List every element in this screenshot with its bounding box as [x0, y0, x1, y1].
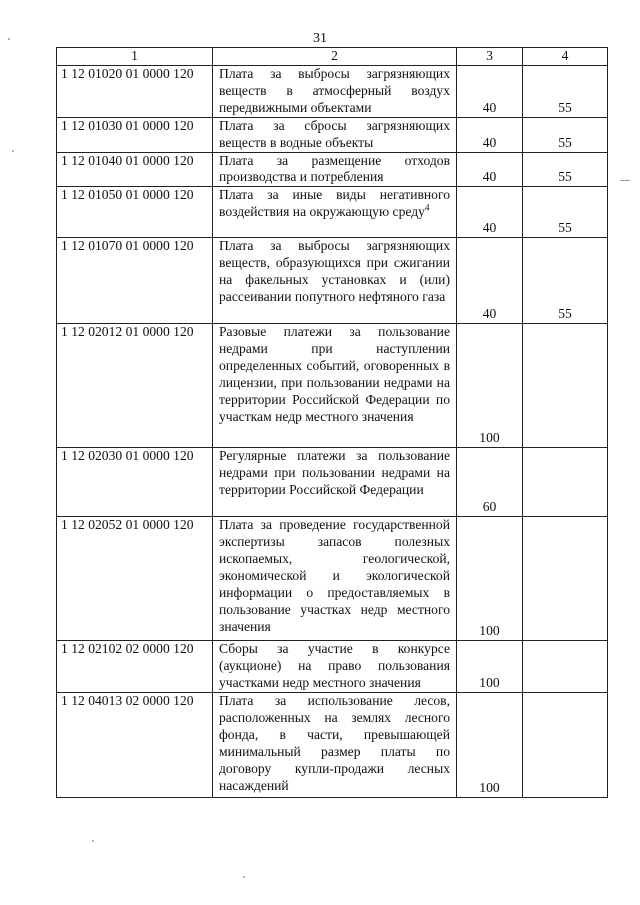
- header-col-2: 2: [213, 48, 457, 66]
- row-name: Плата за размещение отходов производства и потребления: [213, 152, 457, 187]
- row-col3-value: 40: [457, 117, 523, 152]
- row-col3-value: 40: [457, 66, 523, 118]
- header-col-1: 1: [57, 48, 213, 66]
- row-col3-value: 40: [457, 187, 523, 238]
- row-col4-value: [523, 448, 608, 517]
- row-col3-value: 100: [457, 693, 523, 798]
- table-header-row: [57, 48, 608, 66]
- footnote-mark: 4: [424, 202, 430, 213]
- table-row: [57, 238, 608, 324]
- table-row: [57, 448, 608, 517]
- row-col4-value: [523, 324, 608, 448]
- revenue-table: [56, 47, 608, 798]
- scan-speck: [620, 180, 630, 181]
- row-col4-value: 55: [523, 238, 608, 324]
- row-code: 1 12 01050 01 0000 120: [57, 187, 213, 238]
- page-number: 31: [313, 31, 327, 46]
- row-code: 1 12 01020 01 0000 120: [57, 66, 213, 118]
- row-name: Плата за проведение государственной экспертизы запасов полезных ископаемых, геологической, экономической и экологической информации о предоставляемых в пользование участках недр местного значения: [213, 517, 457, 641]
- scan-speck: [12, 150, 14, 152]
- table-row: [57, 117, 608, 152]
- row-col4-value: 55: [523, 117, 608, 152]
- table-row: [57, 66, 608, 118]
- table-row: [57, 324, 608, 448]
- table-row: [57, 187, 608, 238]
- row-col4-value: [523, 641, 608, 693]
- row-col4-value: 55: [523, 66, 608, 118]
- row-col4-value: 55: [523, 187, 608, 238]
- row-col3-value: 100: [457, 324, 523, 448]
- scan-speck: [8, 38, 10, 40]
- row-col4-value: 55: [523, 152, 608, 187]
- row-code: 1 12 01040 01 0000 120: [57, 152, 213, 187]
- header-col-4: 4: [523, 48, 608, 66]
- row-name: Сборы за участие в конкурсе (аукционе) на право пользования участками недр местного значения: [213, 641, 457, 693]
- scan-speck: [243, 876, 245, 878]
- table-row: [57, 641, 608, 693]
- row-col3-value: 40: [457, 152, 523, 187]
- row-name: Разовые платежи за пользование недрами при наступлении определенных событий, оговоренных в лицензии, при пользовании недрами на территории Российской Федерации по участкам недр местного значения: [213, 324, 457, 448]
- row-code: 1 12 04013 02 0000 120: [57, 693, 213, 798]
- header-col-3: 3: [457, 48, 523, 66]
- row-col3-value: 100: [457, 517, 523, 641]
- table-row: [57, 693, 608, 798]
- row-code: 1 12 01070 01 0000 120: [57, 238, 213, 324]
- row-name: Плата за выбросы загрязняющих веществ в атмосферный воздух передвижными объектами: [213, 66, 457, 118]
- row-code: 1 12 02052 01 0000 120: [57, 517, 213, 641]
- row-code: 1 12 02102 02 0000 120: [57, 641, 213, 693]
- row-col3-value: 100: [457, 641, 523, 693]
- table-row: [57, 517, 608, 641]
- scan-speck: [92, 840, 94, 842]
- row-name: [213, 187, 457, 238]
- table-row: [57, 152, 608, 187]
- row-col4-value: [523, 517, 608, 641]
- row-col3-value: 40: [457, 238, 523, 324]
- row-code: 1 12 02030 01 0000 120: [57, 448, 213, 517]
- row-code: 1 12 02012 01 0000 120: [57, 324, 213, 448]
- row-code: 1 12 01030 01 0000 120: [57, 117, 213, 152]
- row-name-text: Плата за иные виды негативного воздействия на окружающую среду: [219, 187, 450, 220]
- row-name: Регулярные платежи за пользование недрами при пользовании недрами на территории Российской Федерации: [213, 448, 457, 517]
- row-name: Плата за использование лесов, расположенных на землях лесного фонда, в части, превышающей минимальный размер платы по договору купли-продажи лесных насаждений: [213, 693, 457, 798]
- row-col3-value: 60: [457, 448, 523, 517]
- row-name: Плата за сбросы загрязняющих веществ в водные объекты: [213, 117, 457, 152]
- row-col4-value: [523, 693, 608, 798]
- row-name: Плата за выбросы загрязняющих веществ, образующихся при сжигании на факельных установках и (или) рассеивании попутного нефтяного газа: [213, 238, 457, 324]
